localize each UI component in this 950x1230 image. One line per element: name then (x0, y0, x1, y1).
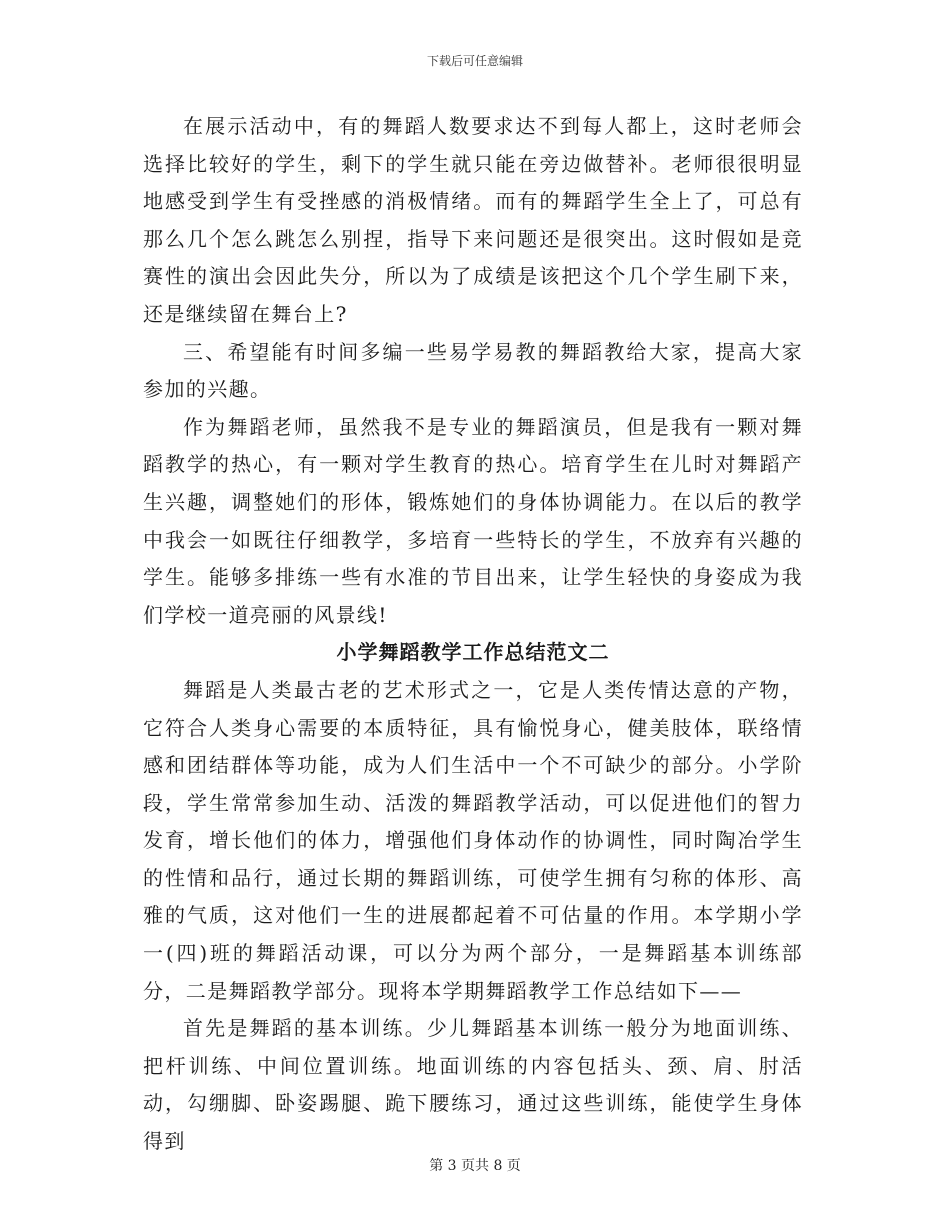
paragraph: 三、希望能有时间多编一些易学易教的舞蹈教给大家，提高大家参加的兴趣。 (143, 339, 803, 402)
paragraph: 在展示活动中，有的舞蹈人数要求达不到每人都上，这时老师会选择比较好的学生，剩下的学生就只能在旁边做替补。老师很很明显地感受到学生有受挫感的消极情绪。而有的舞蹈学生全上了，可总有那么几个怎么跳怎么别捏，指导下来问题还是很突出。这时假如是竞赛性的演出会因此失分，所以为了成绩是该把这个几个学生刷下来，还是继续留在舞台上? (143, 114, 803, 326)
page-number: 第 3 页共 8 页 (429, 1158, 521, 1174)
section-title: 小学舞蹈教学工作总结范文二 (336, 640, 610, 665)
document-body (143, 108, 803, 1161)
page-header: 下载后可任意编辑 (426, 54, 523, 68)
paragraph: 舞蹈是人类最古老的艺术形式之一，它是人类传情达意的产物，它符合人类身心需要的本质特征，具有愉悦身心，健美肢体，联络情感和团结群体等功能，成为人们生活中一个不可缺少的部分。小学阶段，学生常常参加生动、活泼的舞蹈教学活动，可以促进他们的智力发育，增长他们的体力，增强他们身体动作的协调性，同时陶冶学生的性情和品行，通过长期的舞蹈训练，可使学生拥有匀称的体形、高雅的气质，这对他们一生的进展都起着不可估量的作用。本学期小学一(四)班的舞蹈活动课，可以分为两个部分，一是舞蹈基本训练部分，二是舞蹈教学部分。现将本学期舞蹈教学工作总结如下—— (143, 677, 803, 1003)
paragraph: 首先是舞蹈的基本训练。少儿舞蹈基本训练一般分为地面训练、把杆训练、中间位置训练。地面训练的内容包括头、颈、肩、肘活动，勾绷脚、卧姿踢腿、跪下腰练习，通过这些训练，能使学生身体得到 (143, 1016, 803, 1154)
paragraph: 作为舞蹈老师，虽然我不是专业的舞蹈演员，但是我有一颗对舞蹈教学的热心，有一颗对学生教育的热心。培育学生在儿时对舞蹈产生兴趣，调整她们的形体，锻炼她们的身体协调能力。在以后的教学中我会一如既往仔细教学，多培育一些特长的学生，不放弃有兴趣的学生。能够多排练一些有水准的节目出来，让学生轻快的身姿成为我们学校一道亮丽的风景线! (143, 414, 803, 627)
